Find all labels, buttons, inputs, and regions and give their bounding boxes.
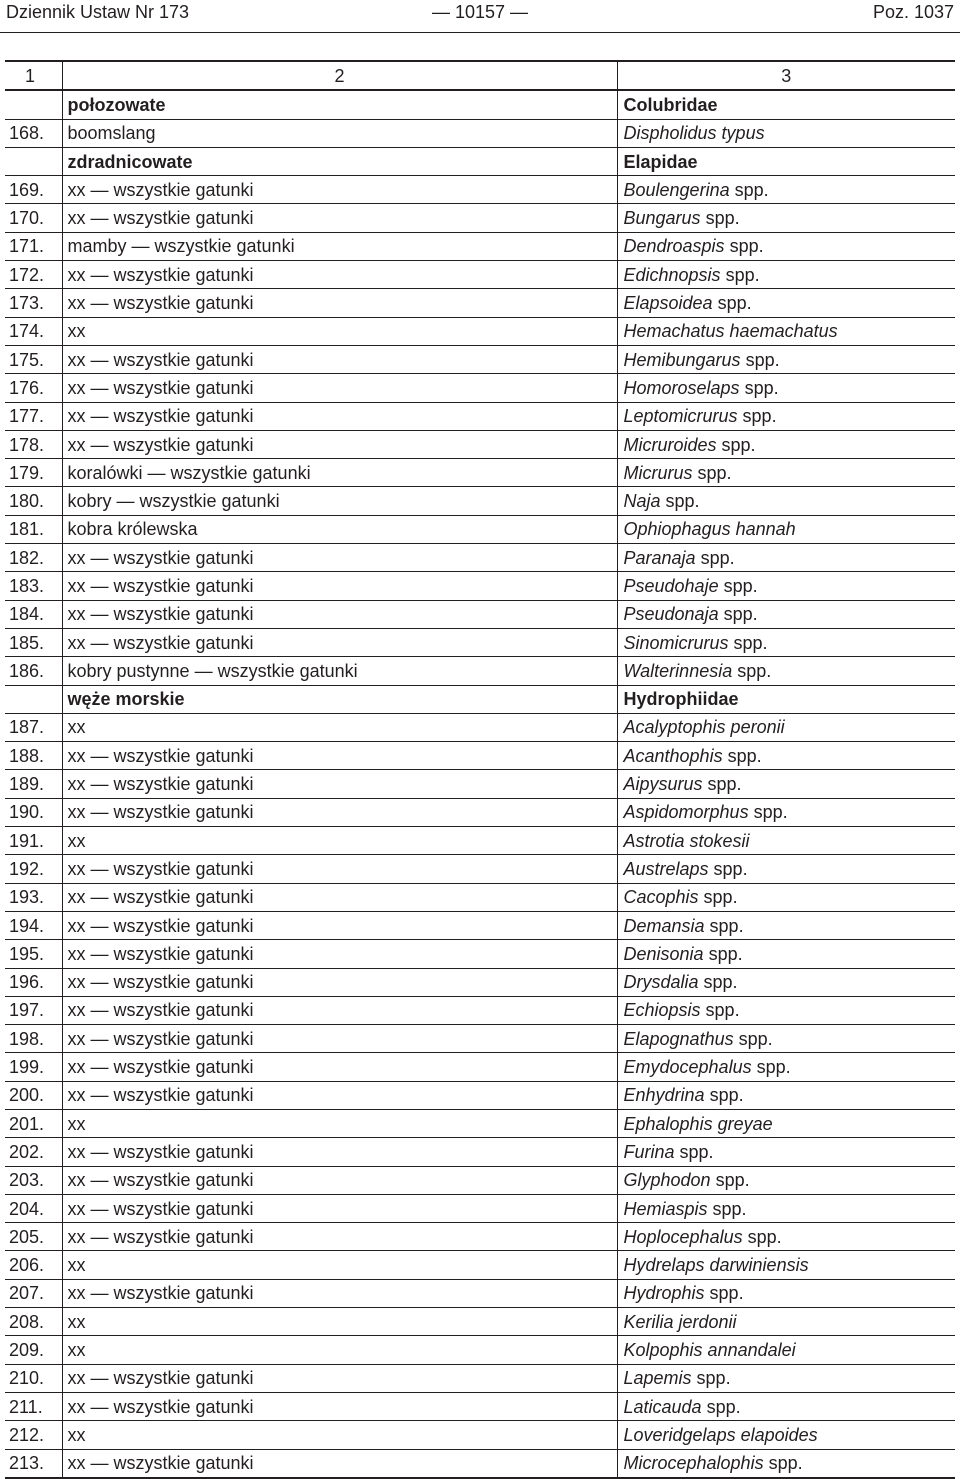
- row-number: 205.: [5, 1223, 62, 1251]
- latin-name: [617, 1109, 955, 1137]
- row-number: 191.: [5, 827, 62, 855]
- latin-genus: Hoplocephalus: [623, 1226, 743, 1247]
- common-name: xx — wszystkie gatunki: [62, 374, 617, 402]
- latin-genus: Dendroaspis: [623, 236, 725, 257]
- row-number: 196.: [5, 968, 62, 996]
- common-name: xx — wszystkie gatunki: [62, 770, 617, 798]
- latin-genus: Echiopsis: [623, 1000, 701, 1021]
- latin-suffix: spp.: [698, 972, 738, 993]
- latin-genus: Sinomicrurus: [623, 632, 729, 653]
- table-row: [5, 657, 955, 685]
- latin-name: [617, 204, 955, 232]
- latin-genus: Bungarus: [623, 208, 701, 229]
- row-number: 197.: [5, 996, 62, 1024]
- latin-genus: Edichnopsis: [623, 264, 721, 285]
- latin-name: [617, 544, 955, 572]
- common-name: xx — wszystkie gatunki: [62, 572, 617, 600]
- row-number: 195.: [5, 940, 62, 968]
- table-row: [5, 487, 955, 515]
- latin-genus: Micrurus: [623, 462, 693, 483]
- common-name: xx — wszystkie gatunki: [62, 855, 617, 883]
- latin-suffix: spp.: [702, 774, 742, 795]
- row-number: 204.: [5, 1194, 62, 1222]
- latin-name: [617, 317, 955, 345]
- table-row: [5, 742, 955, 770]
- column-header-number: 1: [5, 61, 62, 90]
- latin-genus: Hemachatus haemachatus: [623, 321, 838, 342]
- species-table-body: [5, 61, 955, 1478]
- common-name: xx: [62, 1251, 617, 1279]
- latin-genus: Acalyptophis peronii: [623, 717, 785, 738]
- row-number: 179.: [5, 459, 62, 487]
- latin-suffix: spp.: [707, 1198, 747, 1219]
- latin-genus: Lapemis: [623, 1368, 692, 1389]
- latin-genus: Aipysurus: [623, 774, 703, 795]
- common-name: xx — wszystkie gatunki: [62, 940, 617, 968]
- latin-suffix: spp.: [708, 858, 748, 879]
- group-name: węże morskie: [62, 685, 617, 713]
- table-row: [5, 600, 955, 628]
- latin-name: [617, 459, 955, 487]
- row-number: 198.: [5, 1025, 62, 1053]
- row-number: 185.: [5, 628, 62, 656]
- row-number: 202.: [5, 1138, 62, 1166]
- table-row: [5, 798, 955, 826]
- table-row: [5, 770, 955, 798]
- row-number: 212.: [5, 1421, 62, 1449]
- latin-genus: Homoroselaps: [623, 377, 740, 398]
- table-row: [5, 345, 955, 373]
- group-taxon: Hydrophiidae: [617, 685, 955, 713]
- row-number: 203.: [5, 1166, 62, 1194]
- latin-name: [617, 713, 955, 741]
- latin-genus: Elapsoidea: [623, 293, 713, 314]
- common-name: xx — wszystkie gatunki: [62, 402, 617, 430]
- latin-name: [617, 487, 955, 515]
- latin-genus: Micruroides: [623, 434, 717, 455]
- latin-suffix: spp.: [732, 660, 772, 681]
- latin-suffix: spp.: [660, 491, 700, 512]
- common-name: xx — wszystkie gatunki: [62, 798, 617, 826]
- latin-genus: Austrelaps: [623, 858, 709, 879]
- latin-name: [617, 1053, 955, 1081]
- position-number: Poz. 1037: [872, 2, 954, 22]
- table-row: [5, 1336, 955, 1364]
- latin-genus: Hydrophis: [623, 1283, 705, 1304]
- common-name: xx — wszystkie gatunki: [62, 883, 617, 911]
- common-name: koralówki — wszystkie gatunki: [62, 459, 617, 487]
- latin-genus: Demansia: [623, 915, 705, 936]
- latin-name: [617, 430, 955, 458]
- common-name: xx — wszystkie gatunki: [62, 1053, 617, 1081]
- row-number: 180.: [5, 487, 62, 515]
- latin-suffix: spp.: [704, 1085, 744, 1106]
- row-number: 177.: [5, 402, 62, 430]
- group-header-row: [5, 685, 955, 713]
- latin-name: [617, 1364, 955, 1392]
- group-header-row: [5, 147, 955, 175]
- row-number: 187.: [5, 713, 62, 741]
- latin-genus: Drysdalia: [623, 972, 699, 993]
- latin-suffix: spp.: [700, 1000, 740, 1021]
- latin-name: [617, 261, 955, 289]
- table-row: [5, 1081, 955, 1109]
- table-row: [5, 1109, 955, 1137]
- table-row: [5, 459, 955, 487]
- latin-suffix: spp.: [692, 462, 732, 483]
- latin-name: [617, 940, 955, 968]
- latin-suffix: spp.: [698, 887, 738, 908]
- latin-suffix: spp.: [695, 547, 735, 568]
- latin-suffix: spp.: [751, 1057, 791, 1078]
- group-taxon: Elapidae: [617, 147, 955, 175]
- table-row: [5, 1194, 955, 1222]
- table-row: [5, 1166, 955, 1194]
- row-number: 210.: [5, 1364, 62, 1392]
- latin-name: [617, 1081, 955, 1109]
- table-row: [5, 940, 955, 968]
- latin-suffix: spp.: [718, 575, 758, 596]
- latin-genus: Elapognathus: [623, 1028, 734, 1049]
- row-number: 171.: [5, 232, 62, 260]
- latin-suffix: spp.: [737, 406, 777, 427]
- row-number: 184.: [5, 600, 62, 628]
- table-row: [5, 883, 955, 911]
- common-name: xx — wszystkie gatunki: [62, 968, 617, 996]
- latin-genus: Cacophis: [623, 887, 699, 908]
- latin-genus: Dispholidus typus: [623, 123, 765, 144]
- row-number: 200.: [5, 1081, 62, 1109]
- latin-genus: Acanthophis: [623, 745, 723, 766]
- common-name: xx — wszystkie gatunki: [62, 345, 617, 373]
- journal-title: Dziennik Ustaw Nr 173: [6, 2, 190, 22]
- table-row: [5, 374, 955, 402]
- latin-name: [617, 1025, 955, 1053]
- table-row: [5, 1223, 955, 1251]
- latin-name: [617, 911, 955, 939]
- row-number: 199.: [5, 1053, 62, 1081]
- latin-suffix: spp.: [742, 1226, 782, 1247]
- table-row: [5, 402, 955, 430]
- header-rule: [0, 32, 960, 33]
- common-name: xx — wszystkie gatunki: [62, 1223, 617, 1251]
- row-number: 192.: [5, 855, 62, 883]
- table-row: [5, 1279, 955, 1307]
- latin-genus: Hemiaspis: [623, 1198, 708, 1219]
- group-name: połozowate: [62, 90, 617, 119]
- latin-suffix: spp.: [748, 802, 788, 823]
- row-number: 206.: [5, 1251, 62, 1279]
- latin-suffix: spp.: [712, 293, 752, 314]
- common-name: mamby — wszystkie gatunki: [62, 232, 617, 260]
- table-row: [5, 1392, 955, 1420]
- common-name: xx — wszystkie gatunki: [62, 1392, 617, 1420]
- table-row: [5, 515, 955, 543]
- latin-suffix: spp.: [700, 208, 740, 229]
- latin-suffix: spp.: [728, 632, 768, 653]
- group-name: zdradnicowate: [62, 147, 617, 175]
- table-row: [5, 1251, 955, 1279]
- latin-name: [617, 1223, 955, 1251]
- latin-genus: Astrotia stokesii: [623, 830, 750, 851]
- common-name: xx: [62, 827, 617, 855]
- table-row: [5, 713, 955, 741]
- latin-suffix: spp.: [763, 1453, 803, 1474]
- latin-name: [617, 515, 955, 543]
- common-name: xx — wszystkie gatunki: [62, 1081, 617, 1109]
- common-name: xx — wszystkie gatunki: [62, 544, 617, 572]
- table-row: [5, 968, 955, 996]
- common-name: xx: [62, 1109, 617, 1137]
- common-name: xx — wszystkie gatunki: [62, 742, 617, 770]
- table-row: [5, 204, 955, 232]
- table-row: [5, 289, 955, 317]
- row-number-empty: [5, 147, 62, 175]
- common-name: xx — wszystkie gatunki: [62, 911, 617, 939]
- table-row: [5, 911, 955, 939]
- row-number: 183.: [5, 572, 62, 600]
- common-name: xx — wszystkie gatunki: [62, 430, 617, 458]
- table-row: [5, 317, 955, 345]
- common-name: kobry pustynne — wszystkie gatunki: [62, 657, 617, 685]
- latin-genus: Walterinnesia: [623, 660, 733, 681]
- latin-suffix: spp.: [704, 915, 744, 936]
- latin-genus: Enhydrina: [623, 1085, 705, 1106]
- latin-suffix: spp.: [739, 377, 779, 398]
- latin-name: [617, 600, 955, 628]
- latin-name: [617, 883, 955, 911]
- latin-name: [617, 1279, 955, 1307]
- group-taxon: Colubridae: [617, 90, 955, 119]
- common-name: boomslang: [62, 119, 617, 147]
- latin-genus: Microcephalophis: [623, 1453, 764, 1474]
- latin-suffix: spp.: [740, 349, 780, 370]
- latin-suffix: spp.: [674, 1141, 714, 1162]
- table-row: [5, 1308, 955, 1336]
- latin-name: [617, 232, 955, 260]
- table-row: [5, 572, 955, 600]
- latin-suffix: spp.: [704, 1283, 744, 1304]
- table-row: [5, 1053, 955, 1081]
- species-table: [5, 60, 955, 1479]
- latin-suffix: spp.: [703, 943, 743, 964]
- latin-genus: Ophiophagus hannah: [623, 519, 796, 540]
- common-name: kobry — wszystkie gatunki: [62, 487, 617, 515]
- row-number: 181.: [5, 515, 62, 543]
- table-row: [5, 261, 955, 289]
- page-header: [0, 0, 960, 26]
- latin-genus: Laticauda: [623, 1396, 702, 1417]
- latin-name: [617, 855, 955, 883]
- latin-suffix: spp.: [716, 434, 756, 455]
- row-number: 201.: [5, 1109, 62, 1137]
- common-name: xx — wszystkie gatunki: [62, 1138, 617, 1166]
- latin-genus: Naja: [623, 491, 661, 512]
- latin-name: [617, 628, 955, 656]
- latin-name: [617, 657, 955, 685]
- common-name: xx — wszystkie gatunki: [62, 1449, 617, 1478]
- latin-genus: Hydrelaps darwiniensis: [623, 1255, 809, 1276]
- row-number: 175.: [5, 345, 62, 373]
- latin-genus: Denisonia: [623, 943, 704, 964]
- latin-name: [617, 798, 955, 826]
- row-number: 172.: [5, 261, 62, 289]
- row-number: 193.: [5, 883, 62, 911]
- row-number: 178.: [5, 430, 62, 458]
- common-name: xx — wszystkie gatunki: [62, 1194, 617, 1222]
- common-name: xx: [62, 317, 617, 345]
- row-number-empty: [5, 685, 62, 713]
- table-row: [5, 827, 955, 855]
- latin-genus: Furina: [623, 1141, 675, 1162]
- latin-genus: Kolpophis annandalei: [623, 1340, 796, 1360]
- latin-name: [617, 402, 955, 430]
- table-row: [5, 855, 955, 883]
- latin-name: [617, 1251, 955, 1279]
- latin-genus: Pseudonaja: [623, 604, 719, 625]
- latin-name: [617, 827, 955, 855]
- latin-genus: Kerilia jerdonii: [623, 1311, 737, 1332]
- common-name: xx — wszystkie gatunki: [62, 628, 617, 656]
- row-number: 208.: [5, 1308, 62, 1336]
- latin-name: [617, 345, 955, 373]
- row-number: 213.: [5, 1449, 62, 1478]
- latin-name: [617, 742, 955, 770]
- table-row: [5, 232, 955, 260]
- row-number: 186.: [5, 657, 62, 685]
- table-row: [5, 176, 955, 204]
- column-header-name: 2: [62, 61, 617, 90]
- column-header-taxon: 3: [617, 61, 955, 90]
- table-row: [5, 1364, 955, 1392]
- common-name: xx: [62, 1308, 617, 1336]
- common-name: xx — wszystkie gatunki: [62, 1166, 617, 1194]
- row-number: 169.: [5, 176, 62, 204]
- common-name: xx — wszystkie gatunki: [62, 1279, 617, 1307]
- latin-name: [617, 1336, 955, 1364]
- latin-genus: Loveridgelaps elapoides: [623, 1424, 818, 1445]
- latin-name: [617, 1308, 955, 1336]
- latin-name: [617, 968, 955, 996]
- latin-name: [617, 770, 955, 798]
- row-number: 211.: [5, 1392, 62, 1420]
- latin-name: [617, 572, 955, 600]
- latin-genus: Hemibungarus: [623, 349, 741, 370]
- latin-suffix: spp.: [691, 1368, 731, 1389]
- latin-genus: Pseudohaje: [623, 575, 719, 596]
- latin-suffix: spp.: [701, 1396, 741, 1417]
- row-number: 174.: [5, 317, 62, 345]
- latin-suffix: spp.: [720, 264, 760, 285]
- latin-genus: Paranaja: [623, 547, 696, 568]
- common-name: xx — wszystkie gatunki: [62, 1364, 617, 1392]
- latin-suffix: spp.: [729, 179, 769, 200]
- group-header-row: [5, 90, 955, 119]
- latin-genus: Boulengerina: [623, 179, 730, 200]
- table-row: [5, 996, 955, 1024]
- table-row: [5, 544, 955, 572]
- common-name: xx — wszystkie gatunki: [62, 289, 617, 317]
- latin-name: [617, 1194, 955, 1222]
- latin-suffix: spp.: [710, 1170, 750, 1191]
- row-number: 176.: [5, 374, 62, 402]
- table-row: [5, 628, 955, 656]
- latin-genus: Leptomicrurus: [623, 406, 738, 427]
- latin-genus: Glyphodon: [623, 1170, 711, 1191]
- common-name: xx: [62, 713, 617, 741]
- common-name: xx — wszystkie gatunki: [62, 261, 617, 289]
- latin-genus: Aspidomorphus: [623, 802, 749, 823]
- row-number: 168.: [5, 119, 62, 147]
- row-number: 190.: [5, 798, 62, 826]
- latin-name: [617, 289, 955, 317]
- latin-name: [617, 1421, 955, 1449]
- row-number: 170.: [5, 204, 62, 232]
- latin-name: [617, 996, 955, 1024]
- table-row: [5, 1025, 955, 1053]
- common-name: xx — wszystkie gatunki: [62, 996, 617, 1024]
- latin-name: [617, 119, 955, 147]
- common-name: xx: [62, 1421, 617, 1449]
- common-name: xx — wszystkie gatunki: [62, 600, 617, 628]
- latin-genus: Ephalophis greyae: [623, 1113, 773, 1134]
- latin-suffix: spp.: [733, 1028, 773, 1049]
- table-row: [5, 1421, 955, 1449]
- common-name: xx — wszystkie gatunki: [62, 1025, 617, 1053]
- latin-name: [617, 374, 955, 402]
- common-name: xx — wszystkie gatunki: [62, 176, 617, 204]
- page-number: — 10157 —: [431, 2, 529, 22]
- row-number: 207.: [5, 1279, 62, 1307]
- row-number: 209.: [5, 1336, 62, 1364]
- row-number: 173.: [5, 289, 62, 317]
- latin-name: [617, 1449, 955, 1478]
- latin-suffix: spp.: [718, 604, 758, 625]
- latin-name: [617, 1138, 955, 1166]
- common-name: xx — wszystkie gatunki: [62, 204, 617, 232]
- latin-genus: Emydocephalus: [623, 1057, 752, 1078]
- common-name: kobra królewska: [62, 515, 617, 543]
- table-row: [5, 430, 955, 458]
- latin-suffix: spp.: [722, 745, 762, 766]
- row-number: 188.: [5, 742, 62, 770]
- column-header-row: [5, 61, 955, 90]
- latin-name: [617, 176, 955, 204]
- latin-name: [617, 1392, 955, 1420]
- table-row: [5, 1449, 955, 1478]
- table-row: [5, 119, 955, 147]
- row-number-empty: [5, 90, 62, 119]
- row-number: 194.: [5, 911, 62, 939]
- row-number: 189.: [5, 770, 62, 798]
- latin-name: [617, 1166, 955, 1194]
- common-name: xx: [62, 1336, 617, 1364]
- latin-suffix: spp.: [724, 236, 764, 257]
- table-row: [5, 1138, 955, 1166]
- row-number: 182.: [5, 544, 62, 572]
